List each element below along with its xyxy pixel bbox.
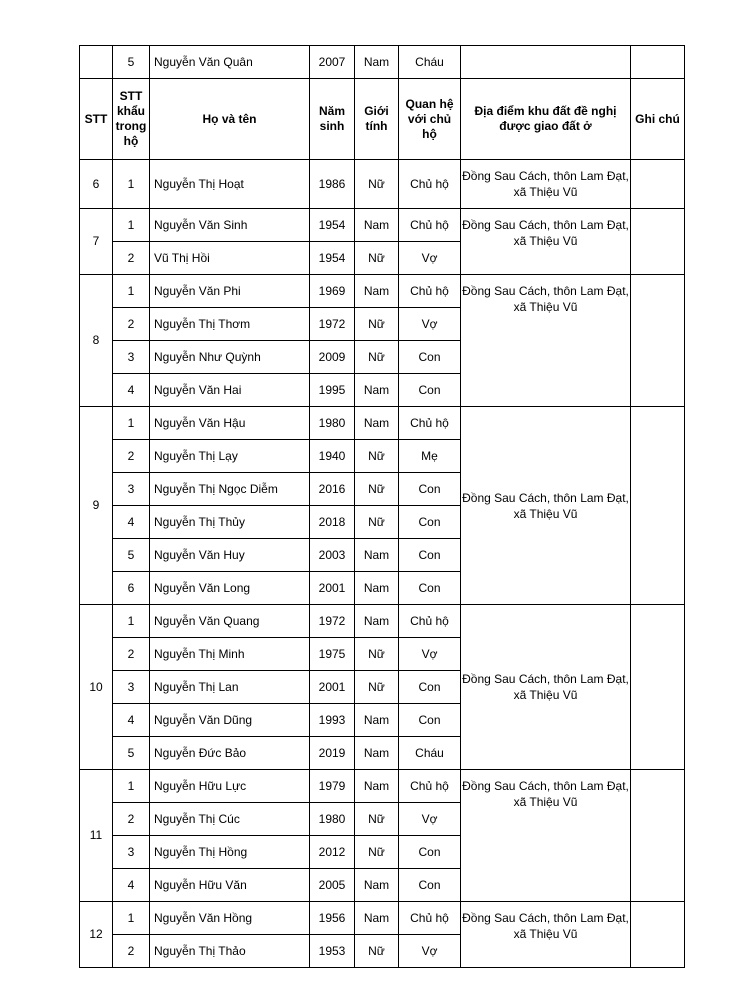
cell-relation: Chủ hộ — [399, 770, 461, 803]
cell-sex: Nữ — [355, 160, 399, 209]
cell-relation: Con — [399, 572, 461, 605]
cell-note — [631, 902, 685, 968]
cell-name: Nguyễn Văn Huy — [150, 539, 310, 572]
cell-relation: Con — [399, 374, 461, 407]
cell-location: Đồng Sau Cách, thôn Lam Đạt, xã Thiệu Vũ — [461, 407, 631, 605]
table-body — [80, 46, 685, 968]
cell-relation: Chủ hộ — [399, 605, 461, 638]
cell-name: Nguyễn Văn Hậu — [150, 407, 310, 440]
cell-name: Nguyễn Văn Phi — [150, 275, 310, 308]
cell-sex: Nữ — [355, 638, 399, 671]
cell-name: Nguyễn Văn Hai — [150, 374, 310, 407]
cell-sex: Nam — [355, 572, 399, 605]
cell-year: 1954 — [310, 242, 355, 275]
table-row — [80, 209, 685, 242]
cell-sex: Nam — [355, 902, 399, 935]
cell-stt — [80, 46, 113, 79]
cell-relation: Vợ — [399, 935, 461, 968]
table-row — [80, 770, 685, 803]
cell-stt-khau: 1 — [113, 605, 150, 638]
cell-stt-khau: 2 — [113, 440, 150, 473]
cell-stt-khau: 1 — [113, 407, 150, 440]
cell-name: Nguyễn Thị Hoạt — [150, 160, 310, 209]
cell-stt-khau: 2 — [113, 242, 150, 275]
table-header-row — [80, 79, 685, 160]
cell-stt: 6 — [80, 160, 113, 209]
cell-stt-khau: 1 — [113, 902, 150, 935]
header-name: Họ và tên — [150, 79, 310, 160]
cell-year: 2001 — [310, 671, 355, 704]
cell-year: 2012 — [310, 836, 355, 869]
cell-year: 2001 — [310, 572, 355, 605]
cell-year: 1980 — [310, 407, 355, 440]
cell-stt-khau: 6 — [113, 572, 150, 605]
cell-sex: Nam — [355, 737, 399, 770]
cell-stt: 7 — [80, 209, 113, 275]
cell-name: Nguyễn Như Quỳnh — [150, 341, 310, 374]
cell-stt-khau: 3 — [113, 473, 150, 506]
cell-relation: Vợ — [399, 308, 461, 341]
cell-sex: Nam — [355, 407, 399, 440]
cell-year: 2005 — [310, 869, 355, 902]
cell-sex: Nữ — [355, 440, 399, 473]
cell-name: Nguyễn Thị Lạy — [150, 440, 310, 473]
cell-name: Nguyễn Văn Dũng — [150, 704, 310, 737]
cell-name: Nguyễn Văn Quang — [150, 605, 310, 638]
cell-sex: Nam — [355, 770, 399, 803]
cell-name: Nguyễn Thị Minh — [150, 638, 310, 671]
cell-sex: Nữ — [355, 506, 399, 539]
cell-stt: 11 — [80, 770, 113, 902]
cell-name: Nguyễn Văn Quân — [150, 46, 310, 79]
cell-sex: Nam — [355, 374, 399, 407]
header-location: Địa điểm khu đất đề nghị được giao đất ở — [461, 79, 631, 160]
cell-note — [631, 770, 685, 902]
cell-relation: Chủ hộ — [399, 407, 461, 440]
cell-sex: Nam — [355, 209, 399, 242]
cell-sex: Nam — [355, 869, 399, 902]
cell-relation: Chủ hộ — [399, 209, 461, 242]
cell-relation: Chủ hộ — [399, 275, 461, 308]
cell-location: Đồng Sau Cách, thôn Lam Đạt, xã Thiệu Vũ — [461, 770, 631, 902]
cell-sex: Nữ — [355, 935, 399, 968]
cell-stt-khau: 2 — [113, 803, 150, 836]
household-land-table — [79, 45, 685, 968]
table-row — [80, 275, 685, 308]
cell-stt-khau: 2 — [113, 638, 150, 671]
cell-sex: Nữ — [355, 473, 399, 506]
cell-relation: Vợ — [399, 242, 461, 275]
header-year: Năm sinh — [310, 79, 355, 160]
cell-sex: Nam — [355, 46, 399, 79]
cell-relation: Con — [399, 506, 461, 539]
cell-year: 1980 — [310, 803, 355, 836]
cell-relation: Cháu — [399, 737, 461, 770]
cell-location: Đồng Sau Cách, thôn Lam Đạt, xã Thiệu Vũ — [461, 605, 631, 770]
cell-note — [631, 160, 685, 209]
header-relation: Quan hệ với chủ hộ — [399, 79, 461, 160]
cell-relation: Mẹ — [399, 440, 461, 473]
header-sex: Giới tính — [355, 79, 399, 160]
cell-stt-khau: 5 — [113, 539, 150, 572]
cell-sex: Nữ — [355, 308, 399, 341]
cell-relation: Vợ — [399, 803, 461, 836]
cell-name: Nguyễn Thị Lan — [150, 671, 310, 704]
cell-stt-khau: 1 — [113, 160, 150, 209]
cell-year: 1979 — [310, 770, 355, 803]
cell-sex: Nam — [355, 539, 399, 572]
cell-note — [631, 275, 685, 407]
header-stt-khau: STT khẩu trong hộ — [113, 79, 150, 160]
table-row — [80, 605, 685, 638]
cell-year: 2007 — [310, 46, 355, 79]
cell-stt-khau: 2 — [113, 308, 150, 341]
cell-name: Nguyễn Hữu Lực — [150, 770, 310, 803]
table-row — [80, 407, 685, 440]
cell-name: Nguyễn Văn Long — [150, 572, 310, 605]
cell-year: 2016 — [310, 473, 355, 506]
cell-stt: 12 — [80, 902, 113, 968]
cell-year: 1972 — [310, 605, 355, 638]
cell-relation: Chủ hộ — [399, 160, 461, 209]
cell-year: 1972 — [310, 308, 355, 341]
cell-stt-khau: 4 — [113, 506, 150, 539]
cell-relation: Con — [399, 671, 461, 704]
cell-year: 2003 — [310, 539, 355, 572]
cell-sex: Nữ — [355, 836, 399, 869]
table-row-continued — [80, 46, 685, 79]
cell-stt-khau: 2 — [113, 935, 150, 968]
cell-name: Nguyễn Thị Cúc — [150, 803, 310, 836]
cell-year: 1993 — [310, 704, 355, 737]
cell-stt-khau: 5 — [113, 46, 150, 79]
cell-name: Vũ Thị Hồi — [150, 242, 310, 275]
cell-relation: Con — [399, 704, 461, 737]
cell-year: 1953 — [310, 935, 355, 968]
cell-relation: Con — [399, 539, 461, 572]
cell-relation: Con — [399, 473, 461, 506]
cell-year: 1956 — [310, 902, 355, 935]
cell-stt: 8 — [80, 275, 113, 407]
cell-stt-khau: 4 — [113, 869, 150, 902]
cell-year: 2019 — [310, 737, 355, 770]
cell-location: Đồng Sau Cách, thôn Lam Đạt, xã Thiệu Vũ — [461, 902, 631, 968]
cell-name: Nguyễn Đức Bảo — [150, 737, 310, 770]
cell-sex: Nam — [355, 605, 399, 638]
cell-relation: Con — [399, 836, 461, 869]
cell-stt-khau: 1 — [113, 275, 150, 308]
cell-name: Nguyễn Thị Thủy — [150, 506, 310, 539]
cell-sex: Nam — [355, 275, 399, 308]
cell-location: Đồng Sau Cách, thôn Lam Đạt, xã Thiệu Vũ — [461, 160, 631, 209]
table-row — [80, 902, 685, 935]
cell-stt-khau: 3 — [113, 836, 150, 869]
cell-note — [631, 46, 685, 79]
cell-sex: Nữ — [355, 803, 399, 836]
cell-name: Nguyễn Văn Hồng — [150, 902, 310, 935]
cell-year: 1975 — [310, 638, 355, 671]
cell-stt: 9 — [80, 407, 113, 605]
cell-name: Nguyễn Văn Sinh — [150, 209, 310, 242]
cell-stt-khau: 4 — [113, 374, 150, 407]
cell-stt-khau: 1 — [113, 209, 150, 242]
cell-relation: Vợ — [399, 638, 461, 671]
cell-stt: 10 — [80, 605, 113, 770]
cell-location — [461, 46, 631, 79]
cell-relation: Cháu — [399, 46, 461, 79]
cell-name: Nguyễn Thị Thơm — [150, 308, 310, 341]
cell-stt-khau: 3 — [113, 341, 150, 374]
cell-relation: Con — [399, 869, 461, 902]
cell-location: Đồng Sau Cách, thôn Lam Đạt, xã Thiệu Vũ — [461, 275, 631, 407]
cell-stt-khau: 4 — [113, 704, 150, 737]
cell-year: 1940 — [310, 440, 355, 473]
cell-name: Nguyễn Thị Thảo — [150, 935, 310, 968]
cell-name: Nguyễn Thị Hồng — [150, 836, 310, 869]
cell-relation: Con — [399, 341, 461, 374]
cell-year: 1969 — [310, 275, 355, 308]
cell-name: Nguyễn Thị Ngọc Diễm — [150, 473, 310, 506]
cell-name: Nguyễn Hữu Văn — [150, 869, 310, 902]
header-stt: STT — [80, 79, 113, 160]
cell-year: 1995 — [310, 374, 355, 407]
cell-note — [631, 209, 685, 275]
cell-note — [631, 605, 685, 770]
cell-year: 1954 — [310, 209, 355, 242]
cell-sex: Nam — [355, 704, 399, 737]
cell-year: 2018 — [310, 506, 355, 539]
cell-sex: Nữ — [355, 242, 399, 275]
cell-sex: Nữ — [355, 341, 399, 374]
cell-note — [631, 407, 685, 605]
cell-stt-khau: 5 — [113, 737, 150, 770]
header-note: Ghi chú — [631, 79, 685, 160]
cell-location: Đồng Sau Cách, thôn Lam Đạt, xã Thiệu Vũ — [461, 209, 631, 275]
cell-stt-khau: 3 — [113, 671, 150, 704]
cell-stt-khau: 1 — [113, 770, 150, 803]
table-row — [80, 160, 685, 209]
cell-relation: Chủ hộ — [399, 902, 461, 935]
cell-sex: Nữ — [355, 671, 399, 704]
cell-year: 1986 — [310, 160, 355, 209]
cell-year: 2009 — [310, 341, 355, 374]
